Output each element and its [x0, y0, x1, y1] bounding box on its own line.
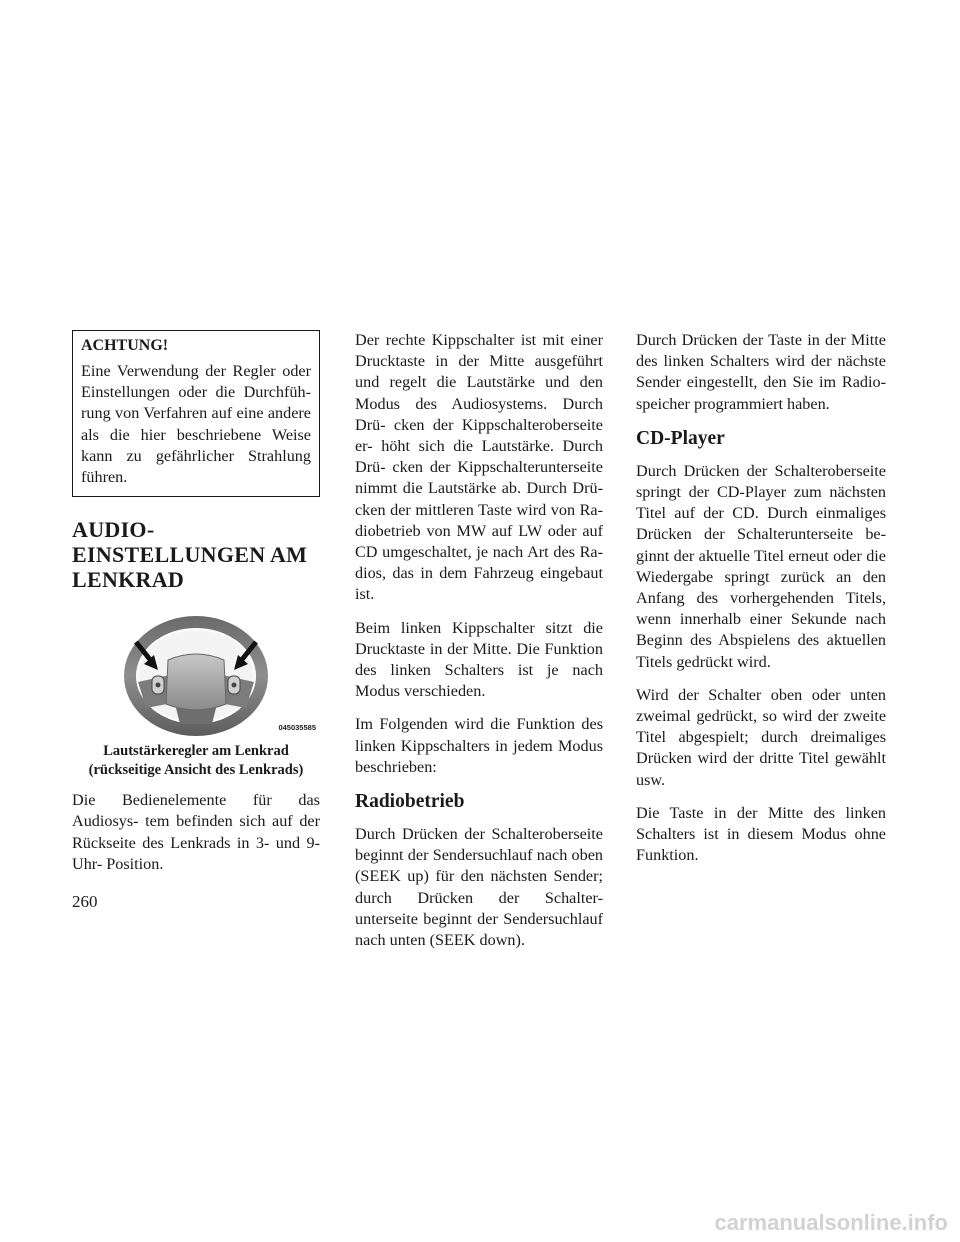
steering-wheel-hub [166, 654, 226, 710]
col2-paragraph-2: Beim linken Kippschalter sitzt die Drucktaste in der Mitte. Die Funktion des linken Schalters ist je nach Modus verschieden. [355, 618, 603, 701]
warning-box [72, 330, 320, 497]
radio-heading: Radiobetrieb [355, 791, 465, 813]
col3-paragraph-3: Wird der Schalter oben oder unten zweimal gedrückt, so wird der zweite Titel abgespielt; durch dreimaliges Drücken wird der dritte Titel gewählt usw. [636, 685, 886, 789]
column-left [72, 330, 320, 887]
section-title-line3: LENKRAD [72, 567, 185, 593]
page-number: 260 [72, 892, 98, 911]
col2-paragraph-4: Durch Drücken der Schalteroberseite beginnt der Sendersuchlauf nach oben (SEEK up) für den nächsten Sender; durch Drücken der Schalter- unterseite beginnt der Sendersuchlauf nach unten (SEEK down). [355, 825, 603, 950]
cd-player-heading: CD-Player [636, 427, 725, 449]
col2-paragraph-3: Im Folgenden wird die Funktion des linken Kippschalters in jedem Modus beschrieben: [355, 715, 603, 776]
col1-paragraph-1: Die Bedienelemente für das Audiosys- tem befinden sich auf der Rückseite des Lenkrads in 3- und 9-Uhr- Position. [72, 791, 320, 873]
steering-wheel-illustration [72, 612, 320, 736]
section-title [72, 517, 320, 592]
watermark: carmanualsonline.info [714, 1210, 948, 1235]
col3-paragraph-1: Durch Drücken der Taste in der Mitte des linken Schalters wird der nächste Sender eingestellt, den Sie im Radio- speicher programmiert haben. [636, 331, 886, 413]
warning-text: Eine Verwendung der Regler oder Einstellungen oder die Durchfüh- rung von Verfahren auf eine andere als die hier beschriebene Weise kann zu gefährlicher Strahlung führen. [81, 362, 311, 487]
section-title-line2: EINSTELLUNGEN AM [72, 542, 308, 568]
col3-paragraph-4: Die Taste in der Mitte des linken Schalters ist in diesem Modus ohne Funktion. [636, 803, 886, 865]
figure-caption [72, 742, 320, 780]
column-middle [355, 330, 603, 963]
column-right [636, 330, 886, 878]
figure-code: 045035585 [278, 723, 316, 733]
section-title-line1: AUDIO- [72, 517, 155, 543]
warning-title: ACHTUNG! [81, 337, 169, 354]
figure-caption-line2: (rückseitige Ansicht des Lenkrads) [88, 762, 304, 779]
figure-caption-line1: Lautstärkeregler am Lenkrad [103, 743, 289, 760]
col2-paragraph-1: Der rechte Kippschalter ist mit einer Drucktaste in der Mitte ausgeführt und regelt die Lautstärke und den Modus des Audiosystems. Durch Drü- cken der Kippschalteroberseite er- höht sich die Lautstärke. Durch Drü- cken der Kippschalterunterseite nimmt die Lautstärke ab. Durch Drü- cken der mittleren Taste wird von Ra- diobetrieb von MW auf LW oder auf CD umgeschaltet, je nach Art des Ra- dios, das in dem Fahrzeug eingebaut ist. [355, 331, 603, 604]
steering-wheel-figure [72, 612, 320, 736]
col3-paragraph-2: Durch Drücken der Schalteroberseite springt der CD-Player zum nächsten Titel auf der CD. Durch einmaliges Drücken der Schalterunterseite be- ginnt der aktuelle Titel erneut oder die Wiedergabe springt zurück an den Anfang des vorhergehenden Titels, wenn innerhalb einer Sekunde nach Beginn des Abspielens des aktuellen Titels gedrückt wird. [636, 461, 886, 671]
